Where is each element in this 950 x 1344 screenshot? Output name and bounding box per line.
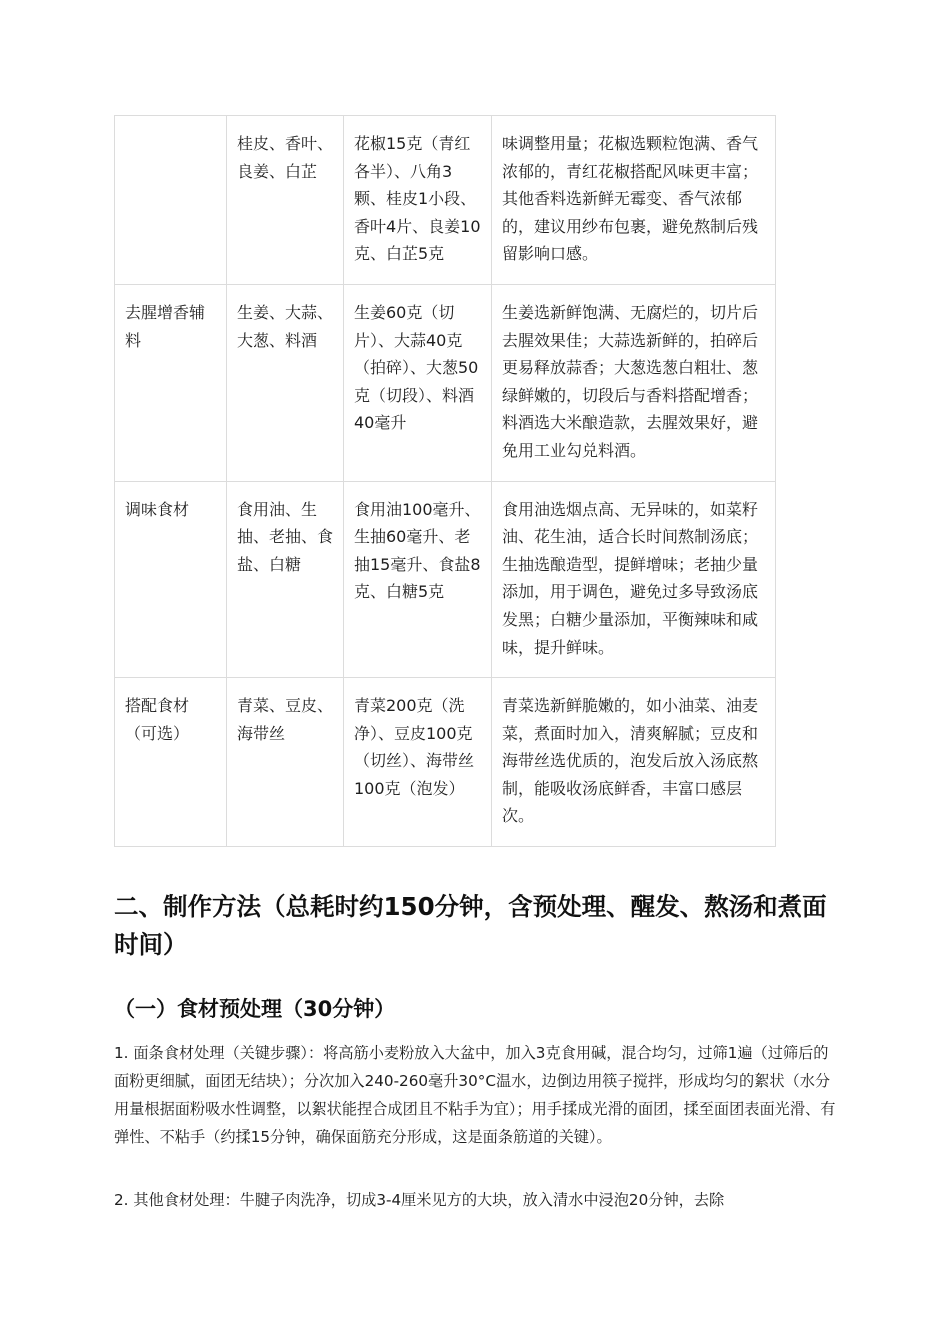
amount-cell: 食用油100毫升、生抽60毫升、老抽15毫升、食盐8克、白糖5克 [344,481,492,678]
items-cell: 青菜、豆皮、海带丝 [227,678,344,847]
amount-cell: 花椒15克（青红各半）、八角3颗、桂皮1小段、香叶4片、良姜10克、白芷5克 [344,116,492,285]
amount-cell: 青菜200克（洗净）、豆皮100克（切丝）、海带丝100克（泡发） [344,678,492,847]
items-cell: 食用油、生抽、老抽、食盐、白糖 [227,481,344,678]
step-paragraph: 1. 面条食材处理（关键步骤）：将高筋小麦粉放入大盆中，加入3克食用碱，混合均匀，过筛1遍（过筛后的面粉更细腻，面团无结块）；分次加入240-260毫升30°C温水，边倒边用筷子搅拌，形成均匀的絮状（水分用量根据面粉吸水性调整，以絮状能捏合成团且不粘手为宜）；用手揉成光滑的面团，揉至面团表面光滑、有弹性、不粘手（约揉15分钟，确保面筋充分形成，这是面条筋道的关键）。 [114,1044,836,1146]
notes-cell: 生姜选新鲜饱满、无腐烂的，切片后去腥效果佳；大蒜选新鲜的，拍碎后更易释放蒜香；大葱选葱白粗壮、葱绿鲜嫩的，切段后与香料搭配增香；料酒选大米酿造款，去腥效果好，避免用工业勾兑料酒。 [492,284,776,481]
items-cell: 桂皮、香叶、良姜、白芷 [227,116,344,285]
notes-cell: 食用油选烟点高、无异味的，如菜籽油、花生油，适合长时间熬制汤底；生抽选酿造型，提鲜增味；老抽少量添加，用于调色，避免过多导致汤底发黑；白糖少量添加，平衡辣味和咸味，提升鲜味。 [492,481,776,678]
items-cell: 生姜、大蒜、大葱、料酒 [227,284,344,481]
category-cell: 去腥增香辅料 [115,284,227,481]
step-paragraph: 2. 其他食材处理：牛腱子肉洗净，切成3-4厘米见方的大块，放入清水中浸泡20分钟，去除 [114,1191,725,1209]
table-row [115,116,776,285]
amount-cell: 生姜60克（切片）、大蒜40克（拍碎）、大葱50克（切段）、料酒40毫升 [344,284,492,481]
notes-cell: 青菜选新鲜脆嫩的，如小油菜、油麦菜，煮面时加入，清爽解腻；豆皮和海带丝选优质的，泡发后放入汤底熬制，能吸收汤底鲜香，丰富口感层次。 [492,678,776,847]
subsection-heading: （一）食材预处理（30分钟） [114,997,396,1021]
ingredients-table [114,115,776,847]
category-cell: 搭配食材（可选） [115,678,227,847]
category-cell: 调味食材 [115,481,227,678]
table-row [115,284,776,481]
table-row [115,678,776,847]
table-row [115,481,776,678]
notes-cell: 味调整用量；花椒选颗粒饱满、香气浓郁的，青红花椒搭配风味更丰富；其他香料选新鲜无霉变、香气浓郁的，建议用纱布包裹，避免熬制后残留影响口感。 [492,116,776,285]
section-heading: 二、制作方法（总耗时约150分钟，含预处理、醒发、熬汤和煮面时间） [114,892,827,959]
category-cell [115,116,227,285]
